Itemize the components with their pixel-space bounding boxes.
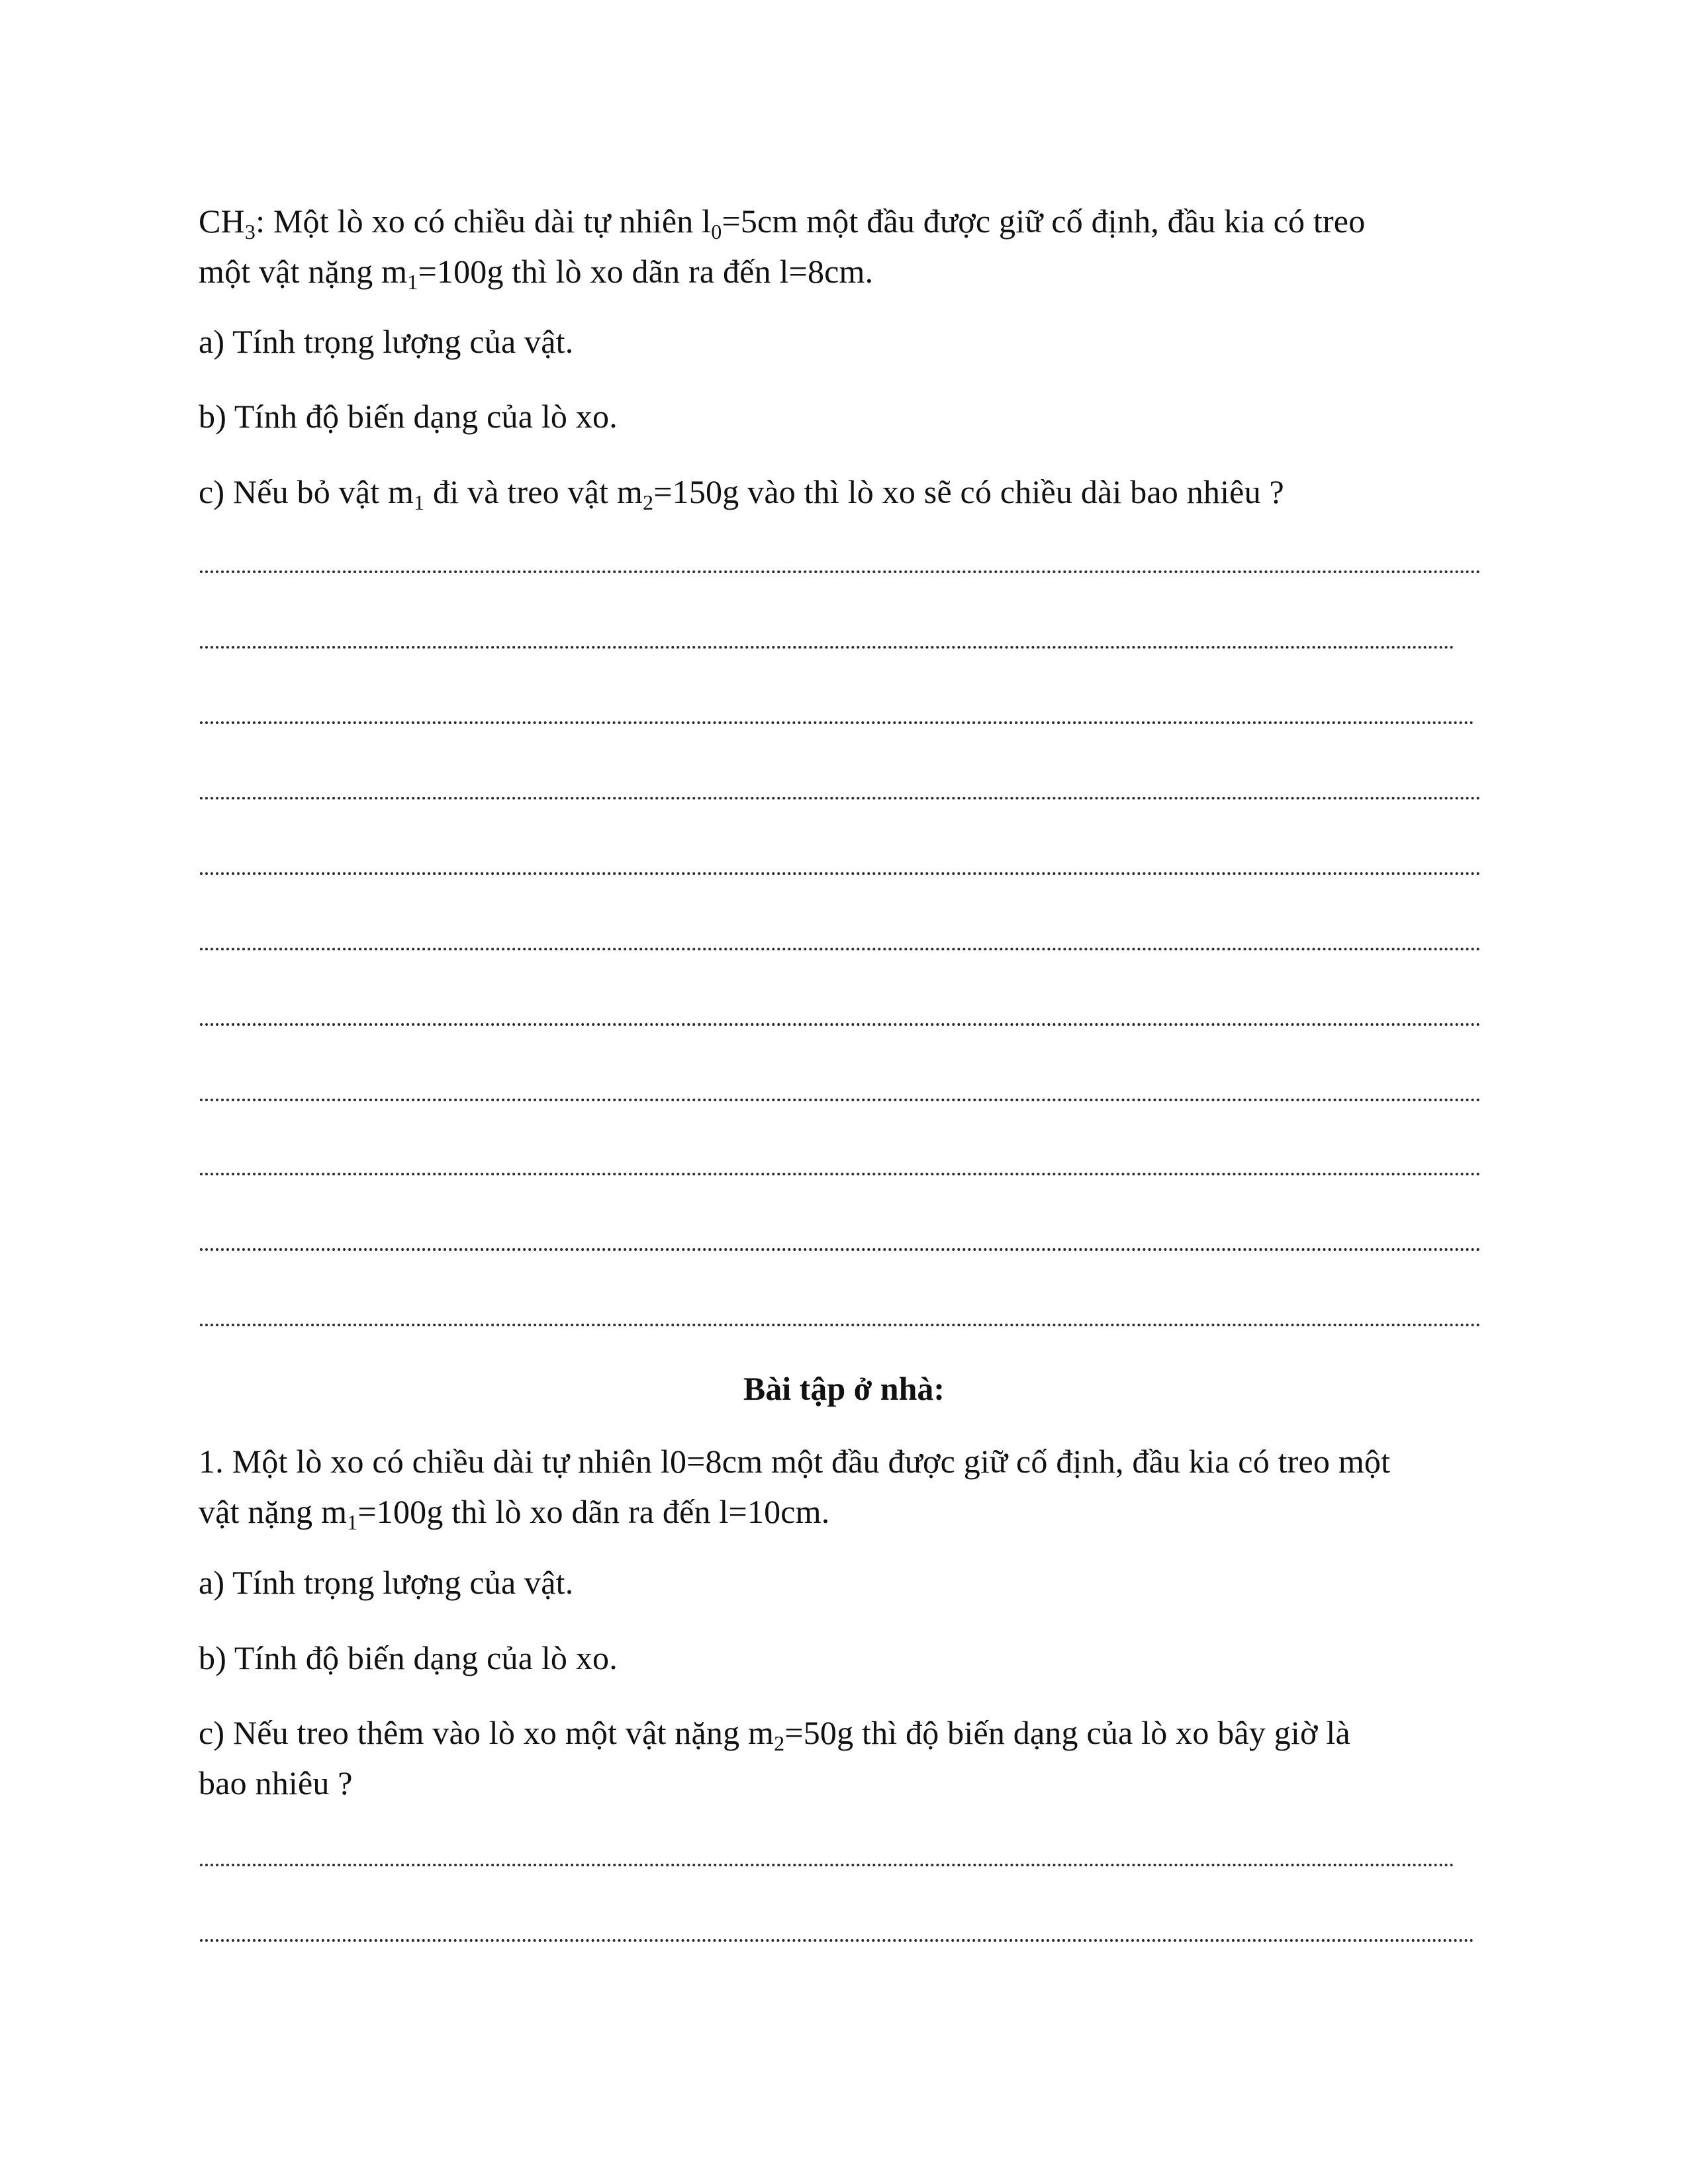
answer-line[interactable]: [200, 1939, 1474, 1942]
answer-line[interactable]: [200, 872, 1481, 875]
ch3-statement: [199, 196, 1496, 296]
homework-heading: Bài tập ở nhà:: [743, 1370, 945, 1407]
answer-line[interactable]: [200, 721, 1474, 724]
ch3-line-2: một vật nặng $m_1=100g$ thì lò xo dãn ra đến l=8cm.: [199, 253, 874, 294]
homework-part-b: b) Tính độ biến dạng của lò xo.: [199, 1639, 618, 1676]
ch3-line-1: $CH_3$: Một lò xo có chiều dài tự nhiên $l_0=5cm$ một đầu được giữ cố định, đầu kia có treo: [199, 203, 1366, 244]
ch3-part-c: c) Nếu bỏ vật $m_1$ đi và treo vật $m_2=150g$ vào thì lò xo sẽ có chiều dài bao nhiêu ?: [199, 473, 1284, 514]
answer-line[interactable]: [200, 948, 1481, 950]
answer-line[interactable]: [200, 1248, 1481, 1251]
homework-question-1: [199, 1436, 1496, 1537]
answer-line[interactable]: [200, 1324, 1481, 1326]
homework-part-c: [199, 1707, 1496, 1808]
homework-part-c-line-1: c) Nếu treo thêm vào lò xo một vật nặng $m_2=50g$ thì độ biến dạng của lò xo bây giờ là: [199, 1714, 1350, 1755]
ch3-part-a: a) Tính trọng lượng của vật.: [199, 323, 574, 360]
answer-line[interactable]: [200, 1099, 1481, 1101]
answer-line[interactable]: [200, 570, 1481, 573]
answer-line[interactable]: [200, 797, 1481, 799]
answer-line[interactable]: [200, 1864, 1454, 1866]
homework-part-c-line-2: bao nhiêu ?: [199, 1764, 353, 1801]
answer-line[interactable]: [200, 646, 1454, 649]
answer-line[interactable]: [200, 1173, 1481, 1175]
answer-line[interactable]: [200, 1023, 1481, 1026]
homework-q1-line-2: vật nặng $m_1=100g$ thì lò xo dãn ra đến l=10cm.: [199, 1493, 830, 1534]
homework-q1-line-1: 1. Một lò xo có chiều dài tự nhiên l0=8cm một đầu được giữ cố định, đầu kia có treo một: [199, 1443, 1391, 1480]
ch3-part-b: b) Tính độ biến dạng của lò xo.: [199, 398, 618, 435]
homework-part-a: a) Tính trọng lượng của vật.: [199, 1564, 574, 1601]
